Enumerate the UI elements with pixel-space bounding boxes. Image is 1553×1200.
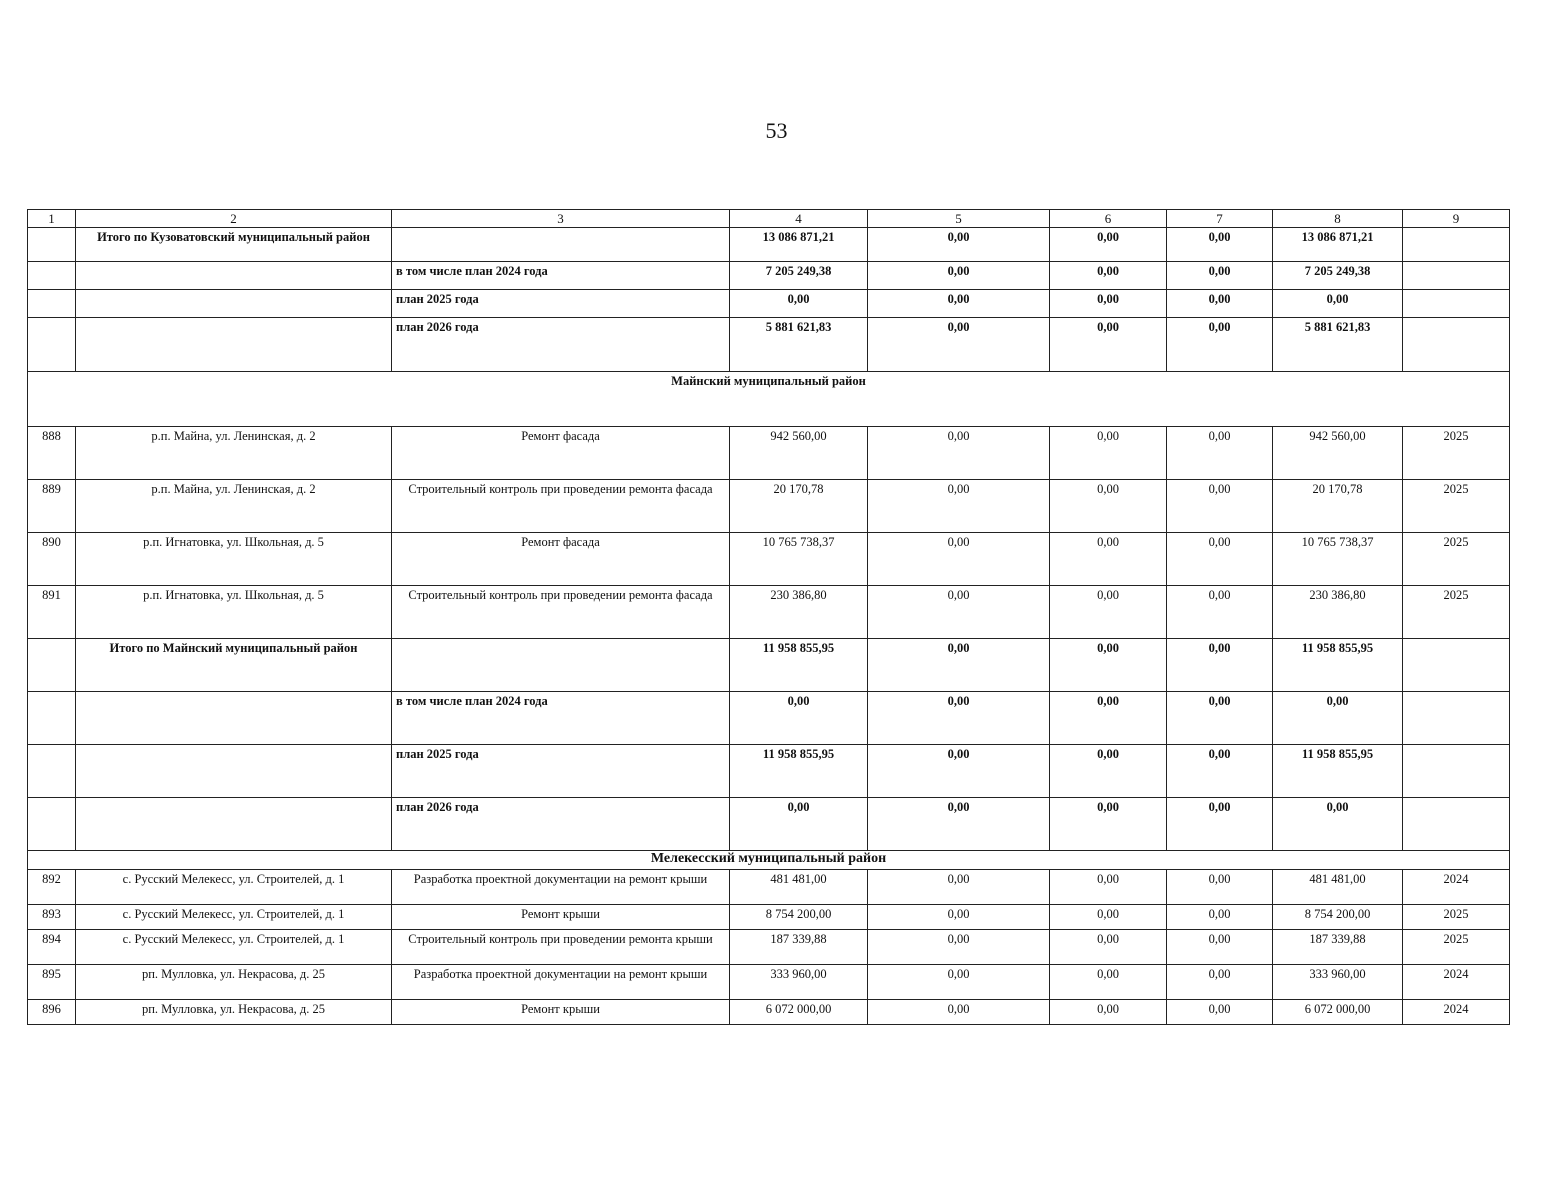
- row-number: 891: [28, 586, 76, 639]
- amount-cell: 0,00: [1050, 290, 1167, 318]
- amount-cell: 8 754 200,00: [730, 905, 868, 930]
- year-cell: 2025: [1403, 930, 1510, 965]
- amount-cell: 0,00: [1050, 480, 1167, 533]
- section-title: Мелекесский муниципальный район: [28, 851, 1510, 870]
- column-header: 9: [1403, 210, 1510, 228]
- amount-cell: 0,00: [1167, 965, 1273, 1000]
- amount-cell: 0,00: [1273, 290, 1403, 318]
- page-number: 53: [765, 118, 788, 143]
- year-cell: 2025: [1403, 905, 1510, 930]
- amount-cell: 20 170,78: [1273, 480, 1403, 533]
- amount-cell: 0,00: [1273, 798, 1403, 851]
- amount-cell: 0,00: [1167, 798, 1273, 851]
- table-row: [28, 480, 1510, 533]
- amount-cell: 0,00: [1167, 427, 1273, 480]
- amount-cell: 942 560,00: [1273, 427, 1403, 480]
- total-row: [28, 639, 1510, 692]
- amount-cell: 0,00: [1050, 228, 1167, 262]
- amount-cell: 0,00: [1050, 905, 1167, 930]
- amount-cell: 0,00: [868, 905, 1050, 930]
- address-cell: рп. Мулловка, ул. Некрасова, д. 25: [76, 1000, 392, 1025]
- amount-cell: 20 170,78: [730, 480, 868, 533]
- plan-row: [28, 798, 1510, 851]
- amount-cell: 0,00: [868, 427, 1050, 480]
- row-number: 896: [28, 1000, 76, 1025]
- amount-cell: 0,00: [1050, 427, 1167, 480]
- amount-cell: 0,00: [1050, 318, 1167, 372]
- amount-cell: 10 765 738,37: [730, 533, 868, 586]
- amount-cell: 7 205 249,38: [730, 262, 868, 290]
- table-row: [28, 905, 1510, 930]
- amount-cell: 0,00: [1050, 586, 1167, 639]
- amount-cell: 0,00: [868, 870, 1050, 905]
- amount-cell: 0,00: [1167, 262, 1273, 290]
- total-label: Итого по Кузоватовский муниципальный район: [76, 228, 392, 262]
- plan-label: план 2026 года: [392, 798, 730, 851]
- amount-cell: 0,00: [1050, 870, 1167, 905]
- plan-label: план 2026 года: [392, 318, 730, 372]
- work-type-cell: Ремонт фасада: [392, 427, 730, 480]
- year-cell: 2025: [1403, 427, 1510, 480]
- plan-row: [28, 290, 1510, 318]
- amount-cell: 942 560,00: [730, 427, 868, 480]
- amount-cell: 187 339,88: [1273, 930, 1403, 965]
- amount-cell: 0,00: [868, 228, 1050, 262]
- amount-cell: 230 386,80: [1273, 586, 1403, 639]
- row-number: 893: [28, 905, 76, 930]
- year-cell: 2025: [1403, 586, 1510, 639]
- year-cell: 2025: [1403, 533, 1510, 586]
- amount-cell: 0,00: [868, 290, 1050, 318]
- table-row: [28, 427, 1510, 480]
- table-row: [28, 1000, 1510, 1025]
- amount-cell: 0,00: [868, 262, 1050, 290]
- work-type-cell: Разработка проектной документации на ремонт крыши: [392, 870, 730, 905]
- work-type-cell: Ремонт крыши: [392, 1000, 730, 1025]
- amount-cell: 6 072 000,00: [1273, 1000, 1403, 1025]
- amount-cell: 11 958 855,95: [1273, 639, 1403, 692]
- column-header: 1: [28, 210, 76, 228]
- table-row: [28, 586, 1510, 639]
- amount-cell: 0,00: [1167, 228, 1273, 262]
- column-header: 4: [730, 210, 868, 228]
- amount-cell: 5 881 621,83: [730, 318, 868, 372]
- amount-cell: 11 958 855,95: [1273, 745, 1403, 798]
- year-cell: 2025: [1403, 480, 1510, 533]
- amount-cell: 0,00: [1167, 870, 1273, 905]
- row-number: 889: [28, 480, 76, 533]
- amount-cell: 8 754 200,00: [1273, 905, 1403, 930]
- amount-cell: 6 072 000,00: [730, 1000, 868, 1025]
- amount-cell: 0,00: [1167, 745, 1273, 798]
- total-label: Итого по Майнский муниципальный район: [76, 639, 392, 692]
- amount-cell: 11 958 855,95: [730, 745, 868, 798]
- amount-cell: 0,00: [1050, 798, 1167, 851]
- amount-cell: 0,00: [868, 533, 1050, 586]
- amount-cell: 0,00: [1167, 930, 1273, 965]
- table-row: [28, 930, 1510, 965]
- column-number-row: [28, 210, 1510, 228]
- plan-label: в том числе план 2024 года: [392, 692, 730, 745]
- amount-cell: 10 765 738,37: [1273, 533, 1403, 586]
- column-header: 2: [76, 210, 392, 228]
- work-type-cell: Разработка проектной документации на ремонт крыши: [392, 965, 730, 1000]
- year-cell: 2024: [1403, 1000, 1510, 1025]
- plan-label: план 2025 года: [392, 290, 730, 318]
- row-number: 894: [28, 930, 76, 965]
- total-row: [28, 228, 1510, 262]
- amount-cell: 0,00: [1167, 639, 1273, 692]
- amount-cell: 0,00: [730, 798, 868, 851]
- row-number: 895: [28, 965, 76, 1000]
- table-row: [28, 533, 1510, 586]
- amount-cell: 0,00: [1167, 318, 1273, 372]
- address-cell: с. Русский Мелекесс, ул. Строителей, д. 1: [76, 870, 392, 905]
- row-number: 888: [28, 427, 76, 480]
- section-row: [28, 851, 1510, 870]
- year-cell: 2024: [1403, 870, 1510, 905]
- amount-cell: 0,00: [1167, 586, 1273, 639]
- row-number: 890: [28, 533, 76, 586]
- amount-cell: 0,00: [730, 290, 868, 318]
- amount-cell: 187 339,88: [730, 930, 868, 965]
- plan-label: в том числе план 2024 года: [392, 262, 730, 290]
- column-header: 3: [392, 210, 730, 228]
- plan-row: [28, 262, 1510, 290]
- amount-cell: 0,00: [730, 692, 868, 745]
- section-title: Майнский муниципальный район: [28, 372, 1510, 427]
- amount-cell: 333 960,00: [730, 965, 868, 1000]
- plan-row: [28, 318, 1510, 372]
- work-type-cell: Строительный контроль при проведении ремонта крыши: [392, 930, 730, 965]
- amount-cell: 0,00: [1050, 639, 1167, 692]
- amount-cell: 0,00: [1167, 1000, 1273, 1025]
- amount-cell: 0,00: [868, 965, 1050, 1000]
- address-cell: рп. Мулловка, ул. Некрасова, д. 25: [76, 965, 392, 1000]
- amount-cell: 0,00: [868, 1000, 1050, 1025]
- amount-cell: 333 960,00: [1273, 965, 1403, 1000]
- amount-cell: 0,00: [868, 318, 1050, 372]
- address-cell: с. Русский Мелекесс, ул. Строителей, д. 1: [76, 930, 392, 965]
- table-row: [28, 870, 1510, 905]
- year-cell: 2024: [1403, 965, 1510, 1000]
- table-row: [28, 965, 1510, 1000]
- work-type-cell: Ремонт фасада: [392, 533, 730, 586]
- amount-cell: 0,00: [868, 586, 1050, 639]
- amount-cell: 0,00: [1050, 745, 1167, 798]
- amount-cell: 0,00: [1050, 930, 1167, 965]
- amount-cell: 0,00: [1050, 533, 1167, 586]
- amount-cell: 0,00: [1167, 692, 1273, 745]
- amount-cell: 5 881 621,83: [1273, 318, 1403, 372]
- amount-cell: 0,00: [1273, 692, 1403, 745]
- amount-cell: 481 481,00: [1273, 870, 1403, 905]
- address-cell: р.п. Игнатовка, ул. Школьная, д. 5: [76, 533, 392, 586]
- amount-cell: 0,00: [868, 798, 1050, 851]
- amount-cell: 0,00: [1050, 965, 1167, 1000]
- amount-cell: 0,00: [1167, 290, 1273, 318]
- amount-cell: 0,00: [1050, 262, 1167, 290]
- amount-cell: 0,00: [1050, 1000, 1167, 1025]
- amount-cell: 11 958 855,95: [730, 639, 868, 692]
- amount-cell: 481 481,00: [730, 870, 868, 905]
- amount-cell: 0,00: [868, 639, 1050, 692]
- address-cell: с. Русский Мелекесс, ул. Строителей, д. 1: [76, 905, 392, 930]
- address-cell: р.п. Майна, ул. Ленинская, д. 2: [76, 480, 392, 533]
- amount-cell: 230 386,80: [730, 586, 868, 639]
- amount-cell: 0,00: [1050, 692, 1167, 745]
- amount-cell: 7 205 249,38: [1273, 262, 1403, 290]
- address-cell: р.п. Игнатовка, ул. Школьная, д. 5: [76, 586, 392, 639]
- plan-label: план 2025 года: [392, 745, 730, 798]
- amount-cell: 13 086 871,21: [1273, 228, 1403, 262]
- amount-cell: 0,00: [868, 480, 1050, 533]
- amount-cell: 0,00: [1167, 480, 1273, 533]
- amount-cell: 0,00: [1167, 533, 1273, 586]
- work-type-cell: Строительный контроль при проведении ремонта фасада: [392, 480, 730, 533]
- amount-cell: 0,00: [868, 745, 1050, 798]
- works-table: [27, 209, 1510, 1025]
- plan-row: [28, 692, 1510, 745]
- column-header: 7: [1167, 210, 1273, 228]
- amount-cell: 0,00: [1167, 905, 1273, 930]
- plan-row: [28, 745, 1510, 798]
- row-number: 892: [28, 870, 76, 905]
- work-type-cell: Строительный контроль при проведении ремонта фасада: [392, 586, 730, 639]
- amount-cell: 0,00: [868, 930, 1050, 965]
- column-header: 8: [1273, 210, 1403, 228]
- amount-cell: 13 086 871,21: [730, 228, 868, 262]
- column-header: 6: [1050, 210, 1167, 228]
- address-cell: р.п. Майна, ул. Ленинская, д. 2: [76, 427, 392, 480]
- amount-cell: 0,00: [868, 692, 1050, 745]
- section-row: [28, 372, 1510, 427]
- column-header: 5: [868, 210, 1050, 228]
- work-type-cell: Ремонт крыши: [392, 905, 730, 930]
